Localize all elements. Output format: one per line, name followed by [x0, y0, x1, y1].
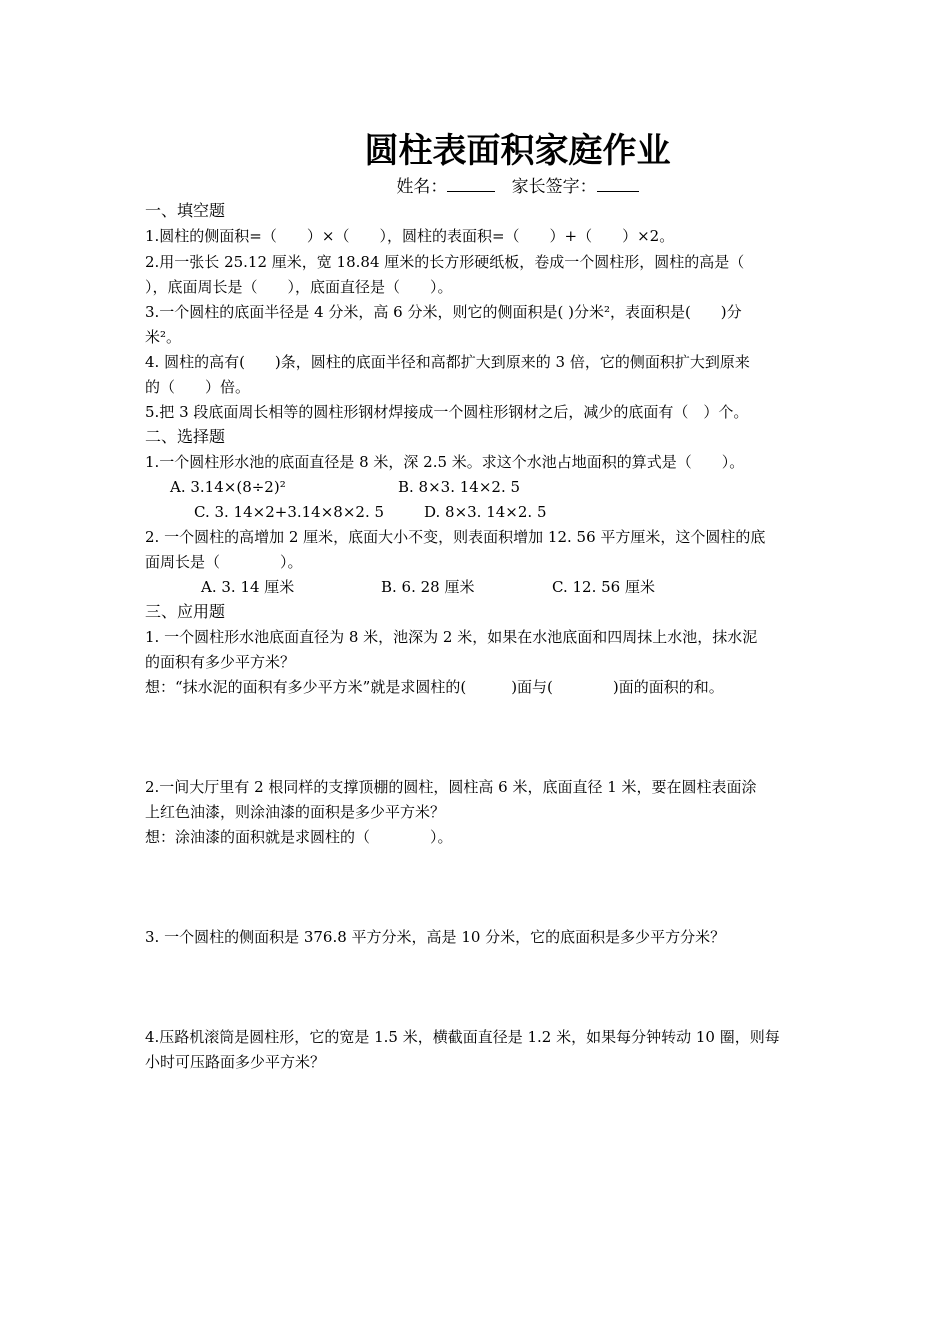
choice-question-2-line2: 面周长是（ ）。 [145, 553, 303, 571]
choice-2-option-c: C. 12. 56 厘米 [552, 578, 655, 596]
parent-signature-label: 家长签字： [511, 177, 597, 197]
apply-question-2-line2: 上红色油漆，则涂油漆的面积是多少平方米？ [145, 803, 446, 821]
apply-question-1-line2: 的面积有多少平方米？ [145, 653, 296, 671]
parent-signature-blank[interactable] [597, 175, 639, 192]
name-blank[interactable] [447, 175, 495, 192]
section-heading-choice: 二、选择题 [145, 427, 226, 446]
apply-question-2-hint: 想：涂油漆的面积就是求圆柱的（ ）。 [145, 828, 453, 846]
apply-question-4-line2: 小时可压路面多少平方米？ [145, 1053, 326, 1071]
apply-question-2-line1: 2.一间大厅里有 2 根同样的支撑顶棚的圆柱，圆柱高 6 米，底面直径 1 米，要在圆柱表面涂 [145, 778, 757, 796]
choice-question-2-line1: 2. 一个圆柱的高增加 2 厘米，底面大小不变，则表面积增加 12. 56 平方厘米，这个圆柱的底 [145, 528, 766, 546]
apply-question-1-hint: 想：“抹水泥的面积有多少平方米”就是求圆柱的( )面与( )面的面积的和。 [145, 678, 724, 696]
fill-question-3-line2: 米²。 [145, 328, 182, 346]
fill-question-5: 5.把 3 段底面周长相等的圆柱形钢材焊接成一个圆柱形钢材之后，减少的底面有（ ）个。 [145, 403, 749, 421]
fill-question-3-line1: 3.一个圆柱的底面半径是 4 分米，高 6 分米，则它的侧面积是( )分米²，表面积是( )分 [145, 303, 742, 321]
fill-question-4-line1: 4. 圆柱的高有( )条，圆柱的底面半径和高都扩大到原来的 3 倍，它的侧面积扩大到原来 [145, 353, 750, 371]
fill-question-2-line1: 2.用一张长 25.12 厘米，宽 18.84 厘米的长方形硬纸板，卷成一个圆柱形，圆柱的高是（ [145, 253, 745, 271]
fill-question-1: 1.圆柱的侧面积=（ ）×（ ），圆柱的表面积=（ ）+（ ）×2。 [145, 227, 675, 245]
name-label: 姓名： [396, 177, 448, 197]
choice-question-1: 1.一个圆柱形水池的底面直径是 8 米，深 2.5 米。求这个水池占地面积的算式是（ ）。 [145, 453, 745, 471]
choice-1-option-c: C. 3. 14×2+3.14×8×2. 5 [194, 503, 385, 521]
choice-2-option-a: A. 3. 14 厘米 [201, 578, 295, 596]
section-heading-fill: 一、填空题 [145, 201, 226, 220]
choice-1-option-d: D. 8×3. 14×2. 5 [424, 503, 547, 521]
apply-question-4-line1: 4.压路机滚筒是圆柱形，它的宽是 1.5 米，横截面直径是 1.2 米，如果每分钟转动 10 圈，则每 [145, 1028, 780, 1046]
fill-question-4-line2: 的（ ）倍。 [145, 378, 251, 396]
name-signature-line [0, 175, 950, 199]
choice-2-option-b: B. 6. 28 厘米 [381, 578, 475, 596]
choice-1-option-a: A. 3.14×(8÷2)² [170, 478, 286, 496]
apply-question-3: 3. 一个圆柱的侧面积是 376.8 平方分米，高是 10 分米，它的底面积是多少平方分米？ [145, 928, 726, 946]
choice-1-option-b: B. 8×3. 14×2. 5 [398, 478, 521, 496]
fill-question-2-line2: ），底面周长是（ ），底面直径是（ ）。 [145, 278, 453, 296]
section-heading-apply: 三、应用题 [145, 602, 226, 621]
page-title: 圆柱表面积家庭作业 [364, 131, 671, 171]
apply-question-1-line1: 1. 一个圆柱形水池底面直径为 8 米，池深为 2 米，如果在水池底面和四周抹上水池，抹水泥 [145, 628, 758, 646]
